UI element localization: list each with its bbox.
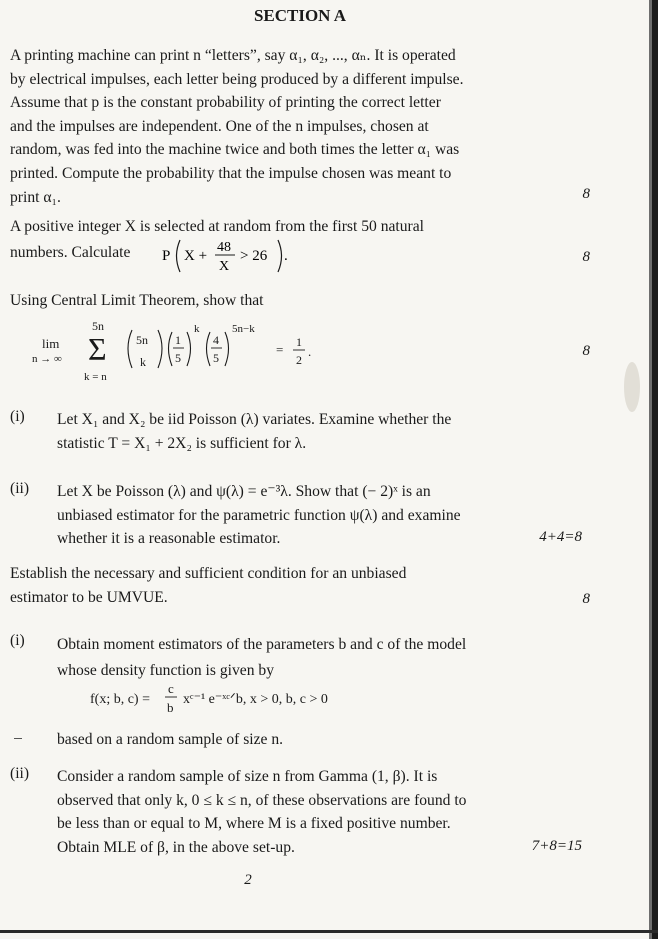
q6-i-text [57, 632, 549, 684]
density-frac-num: c [168, 681, 174, 696]
frac1-num: 1 [175, 333, 181, 347]
q1-line: printed. Compute the probability that the impulse chosen was meant to [10, 164, 452, 182]
question-2-line-2 [10, 244, 130, 262]
density-lhs: f(x; b, c) = [90, 692, 150, 707]
q6-ii-label: (ii) [10, 765, 30, 782]
density-rhs: xᶜ⁻¹ e⁻ˣᶜᐟb, x > 0, b, c > 0 [183, 692, 328, 707]
binom-bottom: k [140, 355, 146, 369]
binom-top: 5n [136, 333, 148, 347]
q6-i-line-3: based on a random sample of size n. [57, 731, 284, 748]
rhs-num: 1 [296, 335, 302, 349]
q1-line: by electrical impulses, each letter being produced by a different impulse. [10, 70, 464, 88]
rhs-den: 2 [296, 353, 302, 367]
q5-line: Establish the necessary and sufficient condition for an unbiased [10, 565, 407, 582]
section-heading: SECTION A [253, 6, 347, 25]
frac2-den: 5 [213, 351, 219, 365]
left-paren [177, 240, 181, 272]
formula-x: X + [184, 248, 208, 264]
question-5-marks: 8 [582, 591, 590, 607]
q4-ii-line: unbiased estimator for the parametric function ψ(λ) and examine [57, 506, 461, 524]
q6-ii-line: Consider a random sample of size n from Gamma (1, β). It is [57, 768, 438, 785]
q1-line: random, was fed into the machine twice and both times the letter α₁ was [10, 141, 460, 159]
question-3-marks: 8 [582, 343, 590, 359]
q6-ii-line: observed that only k, 0 ≤ k ≤ n, of these observations are found to [57, 791, 467, 809]
q4-i-line: Let X₁ and X₂ be iid Poisson (λ) variates. Examine whether the [57, 411, 452, 428]
formula-den: X [219, 259, 230, 274]
q1-line: print α₁. [10, 188, 61, 206]
question-4-marks: 4+4=8 [539, 529, 582, 545]
q2-prefix: numbers. Calculate [10, 244, 131, 261]
question-2-formula [160, 232, 290, 280]
question-3-formula [30, 316, 330, 386]
sum-lower: k = n [84, 371, 107, 383]
q6-ii-line: Obtain MLE of β, in the above set-up. [57, 838, 295, 856]
q1-line: A printing machine can print n “letters”, say α₁, α₂, ..., αₙ. It is operated [10, 47, 456, 64]
sigma-icon: Σ [88, 331, 107, 367]
question-2-marks: 8 [582, 249, 590, 265]
question-6-marks: 7+8=15 [531, 838, 582, 854]
formula-p: P [162, 248, 171, 264]
q4-i-line: statistic T = X₁ + 2X₂ is sufficient for λ. [57, 434, 307, 452]
equals-sign: = [276, 342, 284, 357]
density-frac-den: b [167, 700, 174, 715]
q4-ii-line: whether it is a reasonable estimator. [57, 530, 281, 548]
question-3-intro: Using Central Limit Theorem, show that [10, 292, 264, 309]
scan-smudge [624, 362, 640, 412]
page-number: 2 [244, 872, 252, 888]
question-6-density-formula [88, 678, 388, 720]
question-2-line-1: A positive integer X is selected at random from the first 50 natural [10, 218, 424, 235]
q6-ii-line: be less than or equal to M, where M is a fixed positive number. [57, 815, 451, 833]
svg-text:.: . [308, 344, 312, 359]
lim-subscript: n → ∞ [32, 353, 62, 365]
exp2: 5n−k [232, 323, 255, 335]
lim-label: lim [42, 336, 60, 351]
q4-ii-label: (ii) [10, 480, 30, 497]
q4-ii-line: Let X be Poisson (λ) and ψ(λ) = e⁻³λ. Show that (− 2)ˣ is an [57, 483, 431, 500]
formula-num: 48 [217, 240, 231, 255]
q5-line: estimator to be UMVUE. [10, 588, 168, 606]
question-1-marks: 8 [582, 186, 590, 202]
q4-ii-text [57, 480, 549, 551]
q6-i-line: Obtain moment estimators of the parameters b and c of the model [57, 636, 467, 653]
exp1: k [194, 323, 200, 335]
q4-i-label: (i) [10, 408, 25, 425]
question-5-text [10, 562, 555, 609]
q1-line: and the impulses are independent. One of the n impulses, chosen at [10, 117, 429, 135]
q6-ii-text [57, 765, 549, 859]
sum-upper: 5n [92, 319, 104, 333]
q6-i-label: (i) [10, 632, 25, 649]
page-binding-edge [652, 0, 658, 939]
formula-rest: > 26 [240, 248, 268, 264]
q1-line: Assume that p is the constant probability of printing the correct letter [10, 94, 441, 112]
margin-dash-mark [14, 738, 22, 739]
frac1-den: 5 [175, 351, 181, 365]
right-paren [278, 240, 282, 272]
svg-text:.: . [284, 248, 288, 264]
q4-i-text [57, 408, 549, 455]
q6-i-line: whose density function is given by [57, 662, 274, 679]
question-1-text [10, 44, 555, 209]
bottom-scan-edge [0, 930, 658, 933]
frac2-num: 4 [213, 333, 219, 347]
page-binding-shadow [649, 0, 652, 939]
